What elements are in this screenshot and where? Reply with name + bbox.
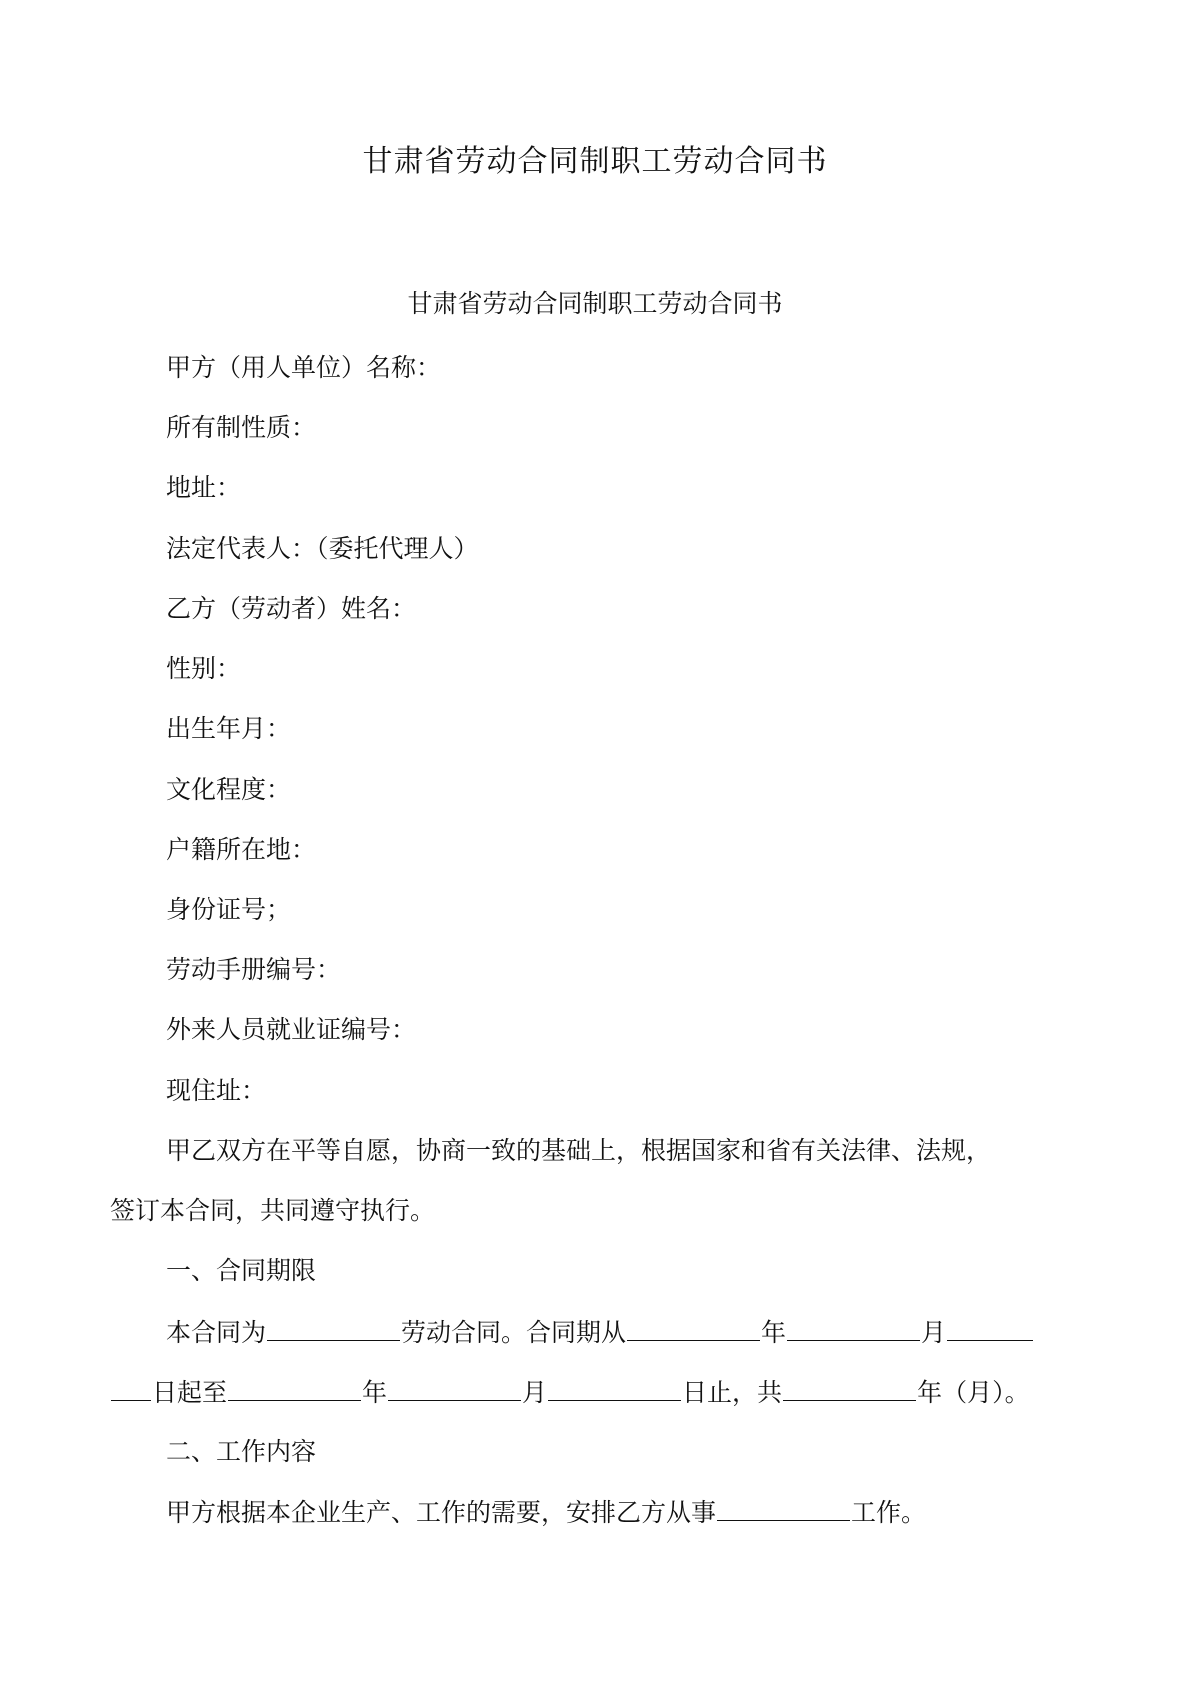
contract-term-text: 年: [761, 1318, 787, 1347]
work-content-line: [166, 1494, 926, 1531]
field-address: 地址：: [166, 473, 242, 502]
start-day-blank-part-1: [947, 1314, 1033, 1341]
contract-term-text: 本合同为: [166, 1318, 267, 1347]
end-month-blank: [388, 1374, 521, 1401]
contract-term-text: 日止，共: [682, 1378, 783, 1407]
page-title: 甘肃省劳动合同制职工劳动合同书: [362, 144, 828, 179]
field-ownership-nature: 所有制性质：: [166, 413, 317, 442]
contract-term-text: 月: [522, 1378, 548, 1407]
start-year-blank: [627, 1314, 760, 1341]
end-year-blank: [228, 1374, 361, 1401]
field-gender: 性别：: [166, 654, 242, 683]
field-id-number: 身份证号；: [166, 895, 292, 924]
field-labor-handbook-number: 劳动手册编号：: [166, 955, 342, 984]
contract-term-text: 劳动合同。合同期从: [401, 1318, 627, 1347]
field-birth-date: 出生年月：: [166, 714, 292, 743]
field-party-a-name: 甲方（用人单位）名称：: [166, 353, 442, 382]
field-employment-permit-number: 外来人员就业证编号：: [166, 1015, 417, 1044]
start-day-blank-part-2: [111, 1374, 151, 1401]
document-subtitle: 甘肃省劳动合同制职工劳动合同书: [407, 289, 783, 318]
field-current-address: 现住址：: [166, 1076, 267, 1105]
section-heading-contract-term: 一、合同期限: [166, 1256, 317, 1285]
intro-paragraph-line-2: 签订本合同，共同遵守执行。: [110, 1196, 436, 1225]
section-heading-work-content: 二、工作内容: [166, 1437, 317, 1466]
field-education: 文化程度：: [166, 775, 292, 804]
intro-paragraph-line-1: 甲乙双方在平等自愿，协商一致的基础上，根据国家和省有关法律、法规，: [166, 1136, 992, 1165]
total-duration-blank: [783, 1374, 916, 1401]
contract-type-blank: [267, 1314, 400, 1341]
contract-term-line-2: [110, 1374, 1030, 1411]
field-party-b-name: 乙方（劳动者）姓名：: [166, 594, 417, 623]
start-month-blank: [787, 1314, 920, 1341]
contract-term-text: 日起至: [152, 1378, 228, 1407]
work-content-text: 甲方根据本企业生产、工作的需要，安排乙方从事: [166, 1498, 717, 1527]
field-legal-representative: 法定代表人：（委托代理人）: [166, 534, 479, 563]
contract-term-text: 月: [921, 1318, 947, 1347]
field-household-registration: 户籍所在地：: [166, 835, 317, 864]
end-day-blank: [548, 1374, 681, 1401]
contract-term-text: 年（月）。: [917, 1378, 1030, 1407]
contract-term-text: 年: [362, 1378, 388, 1407]
work-content-text: 工作。: [851, 1498, 927, 1527]
job-blank: [717, 1494, 850, 1521]
contract-term-line-1: [166, 1314, 1034, 1351]
